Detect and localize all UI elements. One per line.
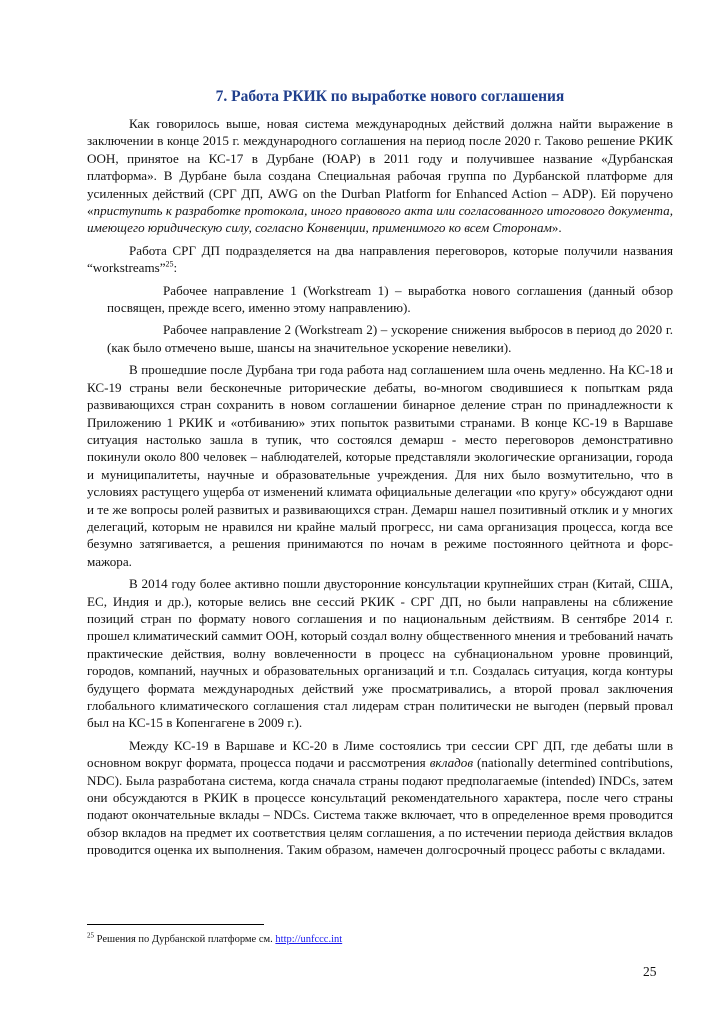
paragraph-workstreams-end: : [173, 260, 178, 276]
paragraph-intro-end: ». [551, 220, 562, 236]
page-number: 25 [643, 964, 657, 979]
paragraph-contributions [87, 737, 673, 859]
paragraph-2014-consultations: В 2014 году более активно пошли двусторонние консультации крупнейших стран (Китай, США, ЕС, Индия и др.), которые велись вне сессий РКИК - СРГ ДП, но были направлены на сближение позиций стран по формату нового соглашения и по национальным действиям. В сентябре 2014 г. прошел климатический саммит ООН, который создал волну общественного мнения и требований начать практические действия, волну вовлеченности в процесс на субнациональном уровне провинций, городов, компаний, научных и образовательных организаций и т.п. Создалась ситуация, когда контуры будущего формата международных действий уже просматривались, а второй провал заключения глобального климатического соглашения стал лидерам стран политически не выгоден (первый провал был на КС-15 в Копенгагене в 2009 г.). [87, 576, 673, 731]
paragraph-intro-quote: приступить к разработке протокола, иного правового акта или согласованного итогового документа, имеющего юридическую силу, согласно Конвенции, применимого ко всем Сторонам [87, 203, 673, 236]
workstream-2: Рабочее направление 2 (Workstream 2) – ускорение снижения выбросов в период до 2020 г. (как было отмечено выше, шансы на значительное ускорение невелики). [107, 322, 673, 355]
paragraph-workstreams-text: Работа СРГ ДП подразделяется на два направления переговоров, которые получили названия “workstreams” [87, 242, 673, 276]
paragraph-intro [87, 115, 673, 237]
footnote-link[interactable]: http://unfccc.int [275, 934, 343, 945]
section-heading: 7. Работа РКИК по выработке нового соглашения [215, 88, 565, 105]
footnote [87, 933, 342, 946]
footnote-mark: 25 [87, 931, 94, 940]
paragraph-contributions-text: Между КС-19 в Варшаве и КС-20 в Лиме состоялись три сессии СРГ ДП, где дебаты шли в основном вокруг формата, процесса подачи и рассмотрения [87, 737, 673, 771]
footnote-divider [87, 924, 264, 925]
footnote-ref-25[interactable]: 25 [165, 259, 174, 269]
workstream-1: Рабочее направление 1 (Workstream 1) – выработка нового соглашения (данный обзор посвящен, прежде всего, именно этому направлению). [107, 282, 673, 316]
paragraph-contributions-rest: (nationally determined contributions, NDC). Была разработана система, когда сначала страны подают предполагаемые (intended) INDCs, затем они обсуждаются в РКИК в процессе консультаций рекомендательного характера, после чего страны подают окончательные вклады – NDCs. Система также включает, что в определенное время проводится обзор вкладов на предмет их соответствия целям соглашения, а по истечении периода действия вкладов проводится оценка их выполнения. Таким образом, намечен долгосрочный процесс работы с вкладами. [87, 755, 673, 858]
paragraph-contributions-term: вкладов [429, 755, 474, 771]
footnote-text: Решения по Дурбанской платформе см. [94, 934, 276, 945]
paragraph-intro-text: Как говорилось выше, новая система международных действий должна найти выражение в заключении в конце 2015 г. международного соглашения на период после 2020 г. Таково решение РКИК ООН, принятое на КС-17 в Дурбане (ЮАР) в 2011 году и получившее название «Дурбанская платформа». В Дурбане была создана Специальная рабочая группа по Дурбанской платформе для усиленных действий (СРГ ДП, AWG on the Durban Platform for Enhanced Action – ADP). Ей поручено « [87, 116, 673, 219]
main-content [87, 87, 673, 864]
paragraph-workstreams [87, 242, 673, 277]
paragraph-durban-progress: В прошедшие после Дурбана три года работа над соглашением шла очень медленно. На КС-18 и КС-19 страны вели бесконечные риторические дебаты, во-многом сводившиеся к попыткам ряда развивающихся стран сохранить в новом соглашении бинарное деление стран по принадлежности к Приложению 1 РКИК и «отбиванию» этих попыток развитыми странами. В конце КС-19 в Варшаве ситуация настолько зашла в тупик, что состоялся демарш - место переговоров демонстративно покинули около 800 человек – наблюдателей, которые представляли экологические организации, города и муниципалитеты, научные и образовательные учреждения. Для них было возмутительно, что в условиях растущего ущерба от изменений климата официальные делегации «по кругу» обсуждают одни и те же вопросы ролей развитых и развивающихся стран. Демарш нашел позитивный отклик и у многих делегаций, которым не нравился ни крайне малый прогресс, ни сама организация процесса, когда все безумно затягивается, а решения принимаются по ночам в режиме постоянного цейтнота и форс-мажора. [87, 362, 673, 569]
